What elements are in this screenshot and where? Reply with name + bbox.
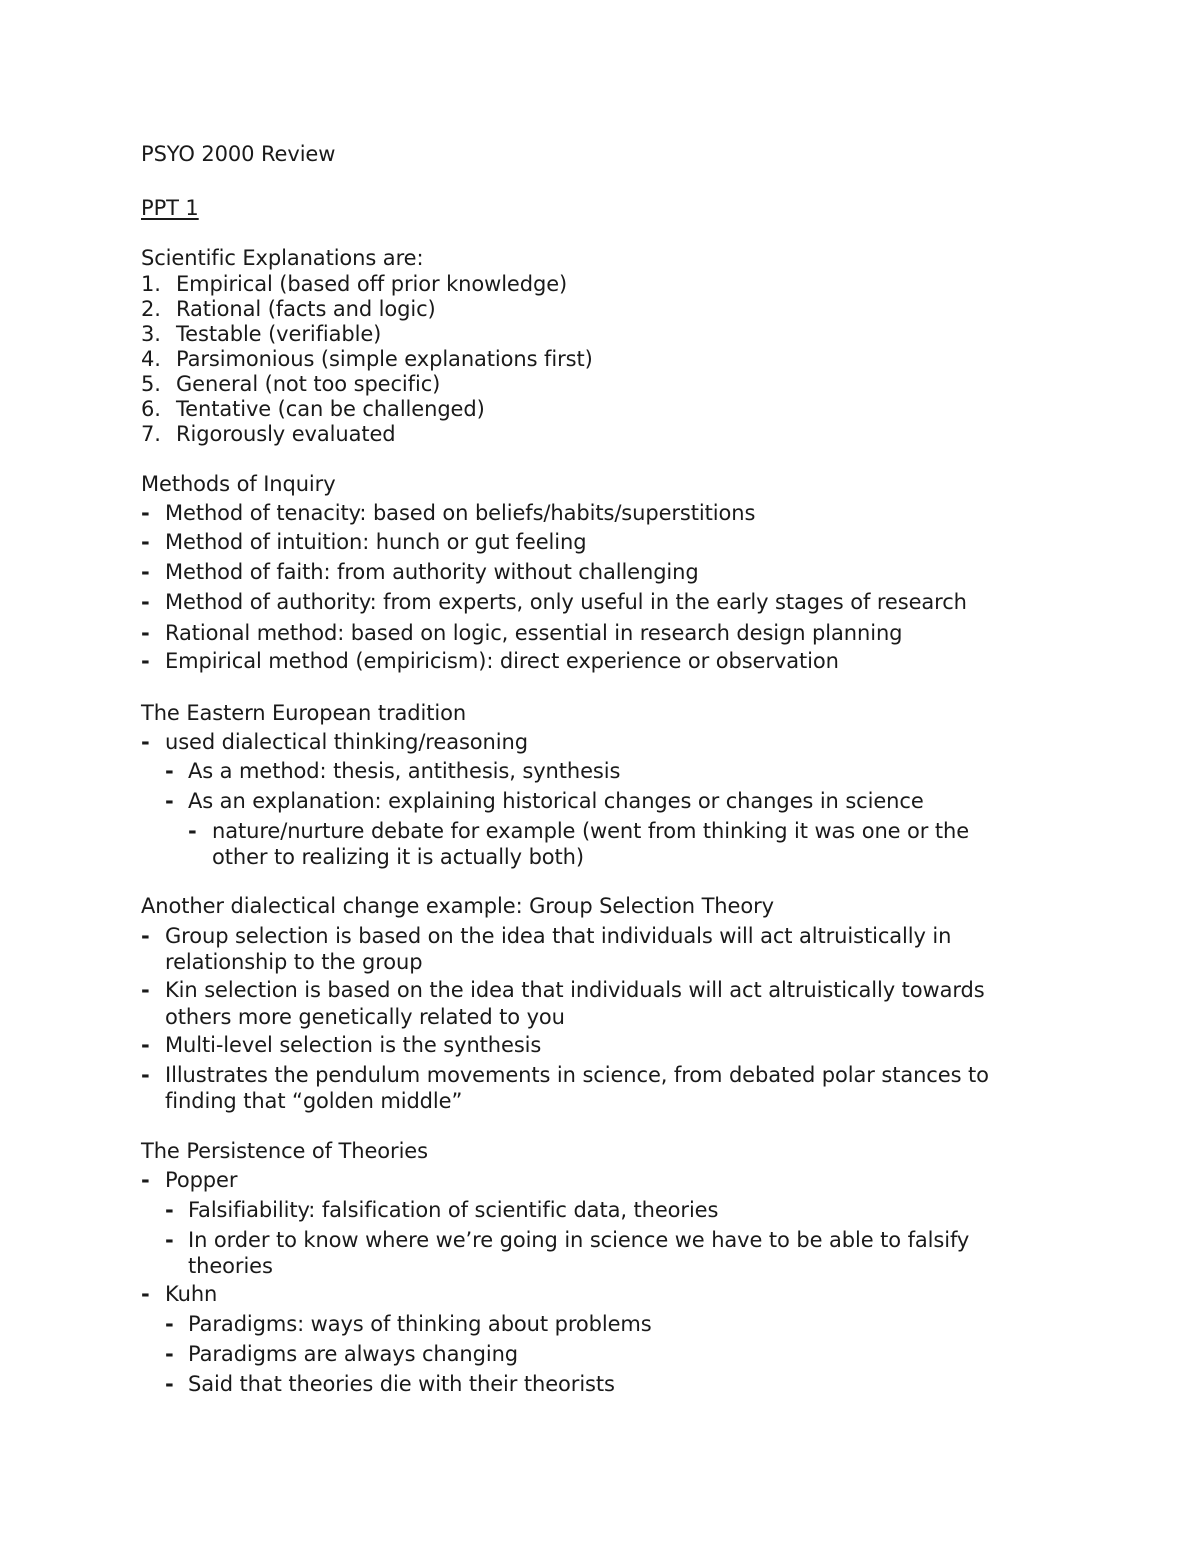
numbered-item: 5. General (not too specific) (141, 372, 441, 396)
document-title: PSYO 2000 Review (141, 142, 336, 166)
list-item: Kin selection is based on the idea that individuals will act altruistically towards (165, 978, 985, 1002)
bullet-dash: - (141, 560, 150, 584)
bullet-dash: - (141, 590, 150, 614)
list-item: Popper (165, 1168, 238, 1192)
bullet-dash: - (141, 530, 150, 554)
numbered-item: 3. Testable (verifiable) (141, 322, 382, 346)
bullet-dash: - (141, 730, 150, 754)
list-subitem: As an explanation: explaining historical changes or changes in science (188, 789, 924, 813)
bullet-dash: - (141, 924, 150, 948)
method-item: Method of faith: from authority without challenging (165, 560, 699, 584)
list-subitem: In order to know where we’re going in science we have to be able to falsify (188, 1228, 970, 1252)
bullet-dash: - (188, 819, 197, 843)
bullet-dash: - (141, 649, 150, 673)
list-item: Kuhn (165, 1282, 218, 1306)
list-item: Group selection is based on the idea that individuals will act altruistically in (165, 924, 952, 948)
bullet-dash: - (141, 1282, 150, 1306)
bullet-dash: - (141, 621, 150, 645)
list-subitem-continuation: theories (188, 1254, 273, 1278)
bullet-dash: - (165, 1312, 174, 1336)
method-item: Method of intuition: hunch or gut feeling (165, 530, 587, 554)
methods-heading: Methods of Inquiry (141, 472, 336, 496)
numbered-item: 1. Empirical (based off prior knowledge) (141, 272, 568, 296)
list-item: Illustrates the pendulum movements in science, from debated polar stances to (165, 1063, 989, 1087)
numbered-item: 7. Rigorously evaluated (141, 422, 396, 446)
list-subitem: Said that theories die with their theorists (188, 1372, 615, 1396)
persistence-heading: The Persistence of Theories (141, 1139, 428, 1163)
list-item-continuation: relationship to the group (165, 950, 423, 974)
bullet-dash: - (141, 1033, 150, 1057)
bullet-dash: - (141, 1063, 150, 1087)
eastern-european-heading: The Eastern European tradition (141, 701, 467, 725)
bullet-dash: - (141, 1168, 150, 1192)
bullet-dash: - (141, 978, 150, 1002)
numbered-item: 2. Rational (facts and logic) (141, 297, 436, 321)
scientific-explanations-heading: Scientific Explanations are: (141, 246, 424, 270)
method-item: Rational method: based on logic, essential in research design planning (165, 621, 903, 645)
numbered-item: 6. Tentative (can be challenged) (141, 397, 485, 421)
list-item: used dialectical thinking/reasoning (165, 730, 528, 754)
list-item-continuation: others more genetically related to you (165, 1005, 565, 1029)
list-subitem: As a method: thesis, antithesis, synthesis (188, 759, 621, 783)
bullet-dash: - (165, 1372, 174, 1396)
list-item-continuation: finding that “golden middle” (165, 1089, 463, 1113)
method-item: Method of tenacity: based on beliefs/habits/superstitions (165, 501, 756, 525)
list-item: Multi-level selection is the synthesis (165, 1033, 542, 1057)
list-subitem: Paradigms are always changing (188, 1342, 519, 1366)
numbered-item: 4. Parsimonious (simple explanations first) (141, 347, 593, 371)
bullet-dash: - (165, 789, 174, 813)
bullet-dash: - (165, 1228, 174, 1252)
bullet-dash: - (165, 1342, 174, 1366)
list-subitem: Falsifiability: falsification of scientific data, theories (188, 1198, 719, 1222)
bullet-dash: - (165, 1198, 174, 1222)
bullet-dash: - (165, 759, 174, 783)
list-subitem: Paradigms: ways of thinking about problems (188, 1312, 652, 1336)
method-item: Method of authority: from experts, only useful in the early stages of research (165, 590, 967, 614)
bullet-dash: - (141, 501, 150, 525)
method-item: Empirical method (empiricism): direct experience or observation (165, 649, 839, 673)
list-subsubitem: nature/nurture debate for example (went from thinking it was one or the (212, 819, 970, 843)
section-heading: PPT 1 (141, 196, 199, 220)
list-subsubitem-continuation: other to realizing it is actually both) (212, 845, 584, 869)
group-selection-heading: Another dialectical change example: Group Selection Theory (141, 894, 774, 918)
